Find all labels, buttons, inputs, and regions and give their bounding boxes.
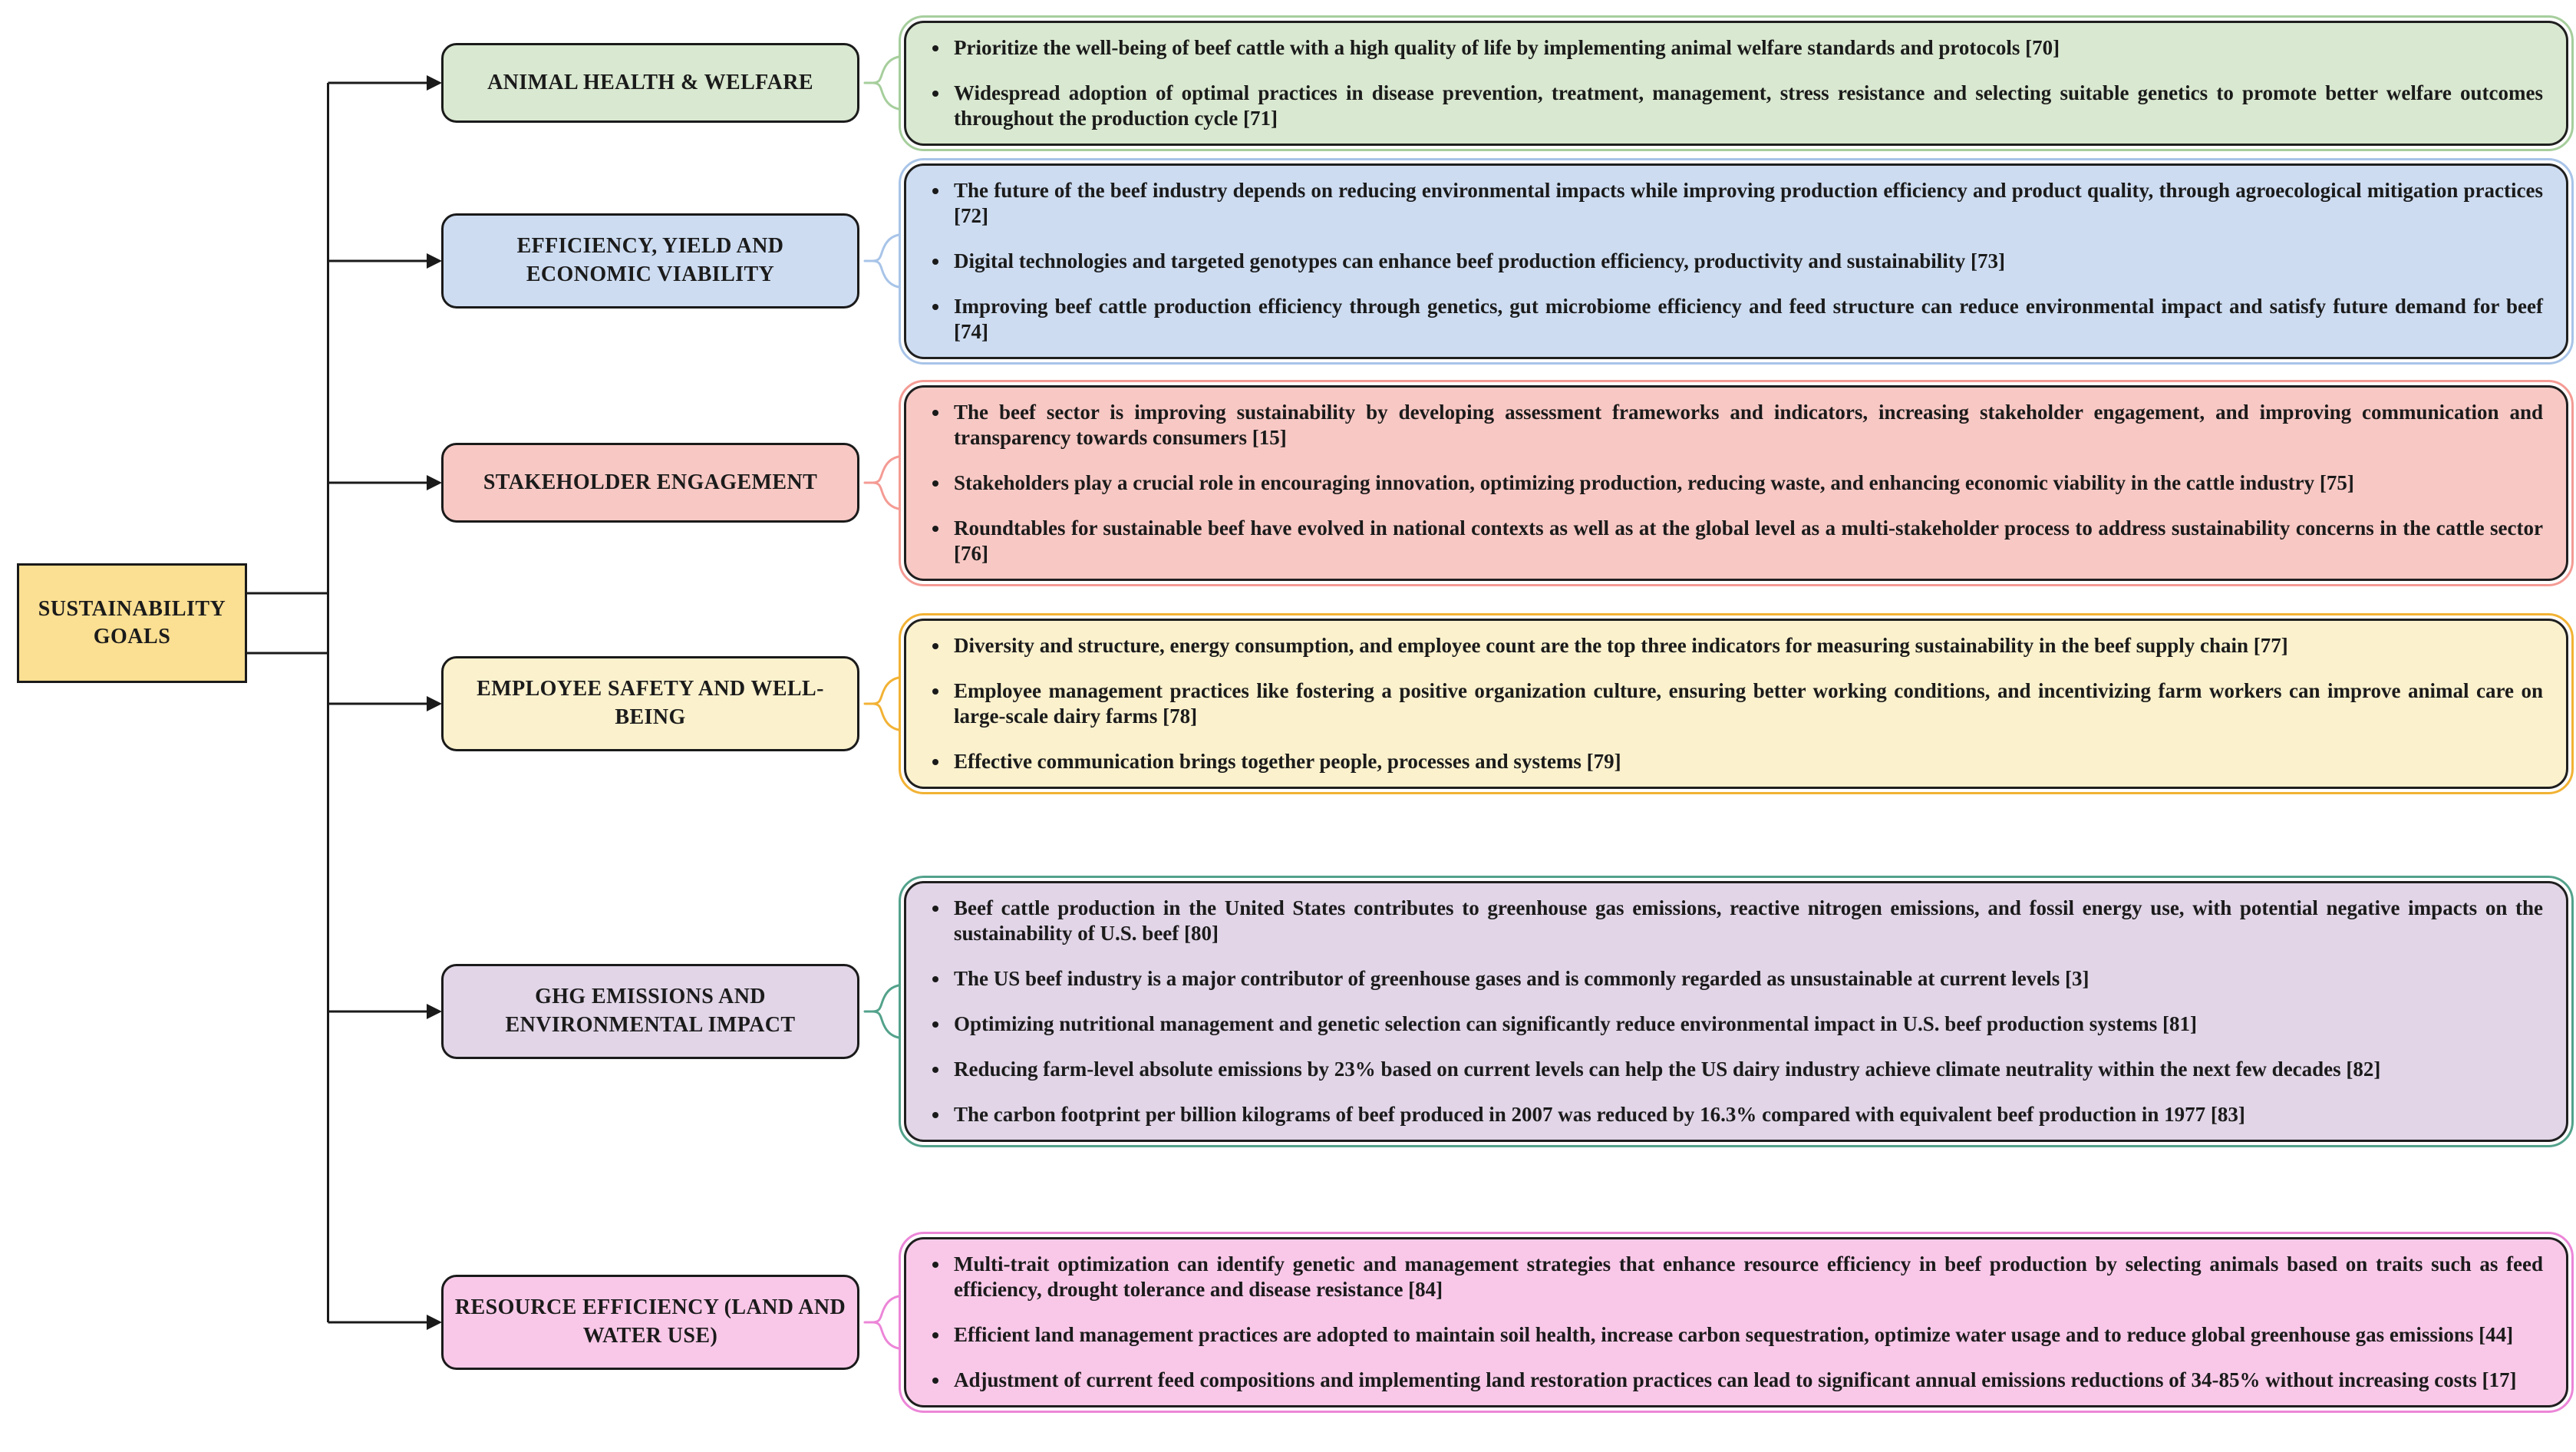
brace-connector-icon xyxy=(863,224,900,298)
bullet-item xyxy=(926,178,2543,229)
bullet-dot-icon xyxy=(932,259,938,265)
bullet-text: Diversity and structure, energy consumption, and employee count are the top three indicators for measuring sustainability in the beef supply chain [77] xyxy=(954,634,2288,657)
bullet-item xyxy=(926,966,2543,992)
bullet-item xyxy=(926,400,2543,450)
bullet-item xyxy=(926,294,2543,345)
category-node-ghg-emissions-environmental-impact: GHG EMISSIONS AND ENVIRONMENTAL IMPACT xyxy=(441,964,859,1059)
bullet-box-stakeholder xyxy=(904,385,2568,581)
brace-connector-icon xyxy=(863,46,900,120)
bullet-dot-icon xyxy=(932,1332,938,1338)
category-node-employee-safety-well-being: EMPLOYEE SAFETY AND WELL-BEING xyxy=(441,656,859,751)
bullet-text: The US beef industry is a major contributor of greenhouse gases and is commonly regarded as unsustainable at current levels [3] xyxy=(954,967,2089,990)
branch-row-efficiency xyxy=(441,170,2568,351)
bullet-list xyxy=(926,178,2543,345)
bullet-dot-icon xyxy=(932,304,938,310)
bullet-box-ghg xyxy=(904,881,2568,1142)
bullet-text: Efficient land management practices are adopted to maintain soil health, increase carbon sequestration, optimize water usage and to reduce global greenhouse gas emissions [44] xyxy=(954,1323,2514,1346)
bullet-dot-icon xyxy=(932,1112,938,1118)
bullet-box-employee xyxy=(904,619,2568,789)
bullet-list xyxy=(926,896,2543,1127)
bullet-text: Improving beef cattle production efficiency through genetics, gut microbiome efficiency and feed structure can reduce environmental impact and satisfy future demand for beef [74] xyxy=(954,294,2543,343)
category-node-efficiency-yield-economic-viability: EFFICIENCY, YIELD AND ECONOMIC VIABILITY xyxy=(441,213,859,309)
root-node-sustainability-goals: SUSTAINABILITY GOALS xyxy=(17,563,247,683)
branch-row-employee xyxy=(441,612,2568,795)
bullet-text: Beef cattle production in the United States contributes to greenhouse gas emissions, reactive nitrogen emissions, and fossil energy use, with potential negative impacts on the sustainability of U.S. beef [80] xyxy=(954,896,2543,945)
brace-connector-icon xyxy=(863,667,900,741)
bullet-dot-icon xyxy=(932,526,938,532)
bullet-dot-icon xyxy=(932,1262,938,1268)
bullet-text: Roundtables for sustainable beef have evolved in national contexts as well as at the global level as a multi-stakeholder process to address sustainability concerns in the cattle sector [76] xyxy=(954,516,2543,565)
bullet-item xyxy=(926,678,2543,729)
bullet-dot-icon xyxy=(932,1378,938,1384)
bullet-box-efficiency xyxy=(904,163,2568,359)
bullet-dot-icon xyxy=(932,1067,938,1073)
bullet-text: Optimizing nutritional management and genetic selection can significantly reduce environmental impact in U.S. beef production systems [81] xyxy=(954,1012,2197,1035)
bullet-dot-icon xyxy=(932,91,938,97)
bullet-text: Reducing farm-level absolute emissions by 23% based on current levels can help the US dairy industry achieve climate neutrality within the next few decades [82] xyxy=(954,1058,2381,1081)
bullet-text: Stakeholders play a crucial role in encouraging innovation, optimizing production, reducing waste, and enhancing economic viability in the cattle industry [75] xyxy=(954,470,2354,494)
bullet-text: Multi-trait optimization can identify genetic and management strategies that enhance resource efficiency in beef production by selecting animals based on traits such as feed efficiency, drought tolerance and disease resistance [84] xyxy=(954,1252,2543,1301)
branch-row-stakeholder xyxy=(441,375,2568,591)
bullet-list xyxy=(926,400,2543,566)
bullet-item xyxy=(926,470,2543,496)
category-node-resource-efficiency: RESOURCE EFFICIENCY (LAND AND WATER USE) xyxy=(441,1275,859,1370)
bullet-box-resource xyxy=(904,1237,2568,1407)
bullet-text: The future of the beef industry depends on reducing environmental impacts while improving production efficiency and product quality, through agroecological mitigation practices [72] xyxy=(954,178,2543,227)
bullet-text: The carbon footprint per billion kilograms of beef produced in 2007 was reduced by 16.3% compared with equivalent beef production in 1977 [83] xyxy=(954,1103,2245,1126)
bullet-item xyxy=(926,749,2543,774)
category-node-stakeholder-engagement: STAKEHOLDER ENGAGEMENT xyxy=(441,443,859,523)
bullet-item xyxy=(926,249,2543,274)
bullet-text: Employee management practices like fostering a positive organization culture, ensuring better working conditions, and incentivizing farm workers can improve animal care on large-scale dairy farms [78] xyxy=(954,679,2543,728)
bullet-dot-icon xyxy=(932,906,938,912)
branch-row-animal-health xyxy=(441,17,2568,149)
bullet-dot-icon xyxy=(932,976,938,982)
bullet-item xyxy=(926,1368,2543,1393)
bullet-text: Prioritize the well-being of beef cattle with a high quality of life by implementing animal welfare standards and protocols [70] xyxy=(954,35,2060,59)
bullet-item xyxy=(926,1011,2543,1037)
brace-connector-icon xyxy=(863,1285,900,1359)
bullet-list xyxy=(926,1252,2543,1393)
bullet-text: The beef sector is improving sustainability by developing assessment frameworks and indicators, increasing stakeholder engagement, and improving communication and transparency towards consumers [15] xyxy=(954,400,2543,449)
bullet-list xyxy=(926,35,2543,131)
bullet-text: Adjustment of current feed compositions and implementing land restoration practices can lead to significant annual emissions reductions of 34-85% without increasing costs [17] xyxy=(954,1368,2517,1391)
bullet-item xyxy=(926,896,2543,946)
bullet-dot-icon xyxy=(932,410,938,416)
bullet-text: Digital technologies and targeted genotypes can enhance beef production efficiency, productivity and sustainability [73] xyxy=(954,249,2005,272)
arrowhead-icon xyxy=(427,75,442,1330)
bullet-dot-icon xyxy=(932,1021,938,1028)
bullet-dot-icon xyxy=(932,45,938,51)
bullet-dot-icon xyxy=(932,759,938,765)
bullet-item xyxy=(926,516,2543,566)
bullet-item xyxy=(926,35,2543,61)
bullet-dot-icon xyxy=(932,480,938,487)
bullet-dot-icon xyxy=(932,643,938,649)
bullet-item xyxy=(926,81,2543,131)
branch-row-ghg xyxy=(441,837,2568,1186)
branch-row-resource xyxy=(441,1214,2568,1431)
bullet-text: Widespread adoption of optimal practices in disease prevention, treatment, management, stress resistance and selecting suitable genetics to promote better welfare outcomes throughout the production cycle [71] xyxy=(954,81,2543,130)
bullet-item xyxy=(926,1102,2543,1127)
bullet-text: Effective communication brings together people, processes and systems [79] xyxy=(954,750,1621,773)
bullet-box-animal-health xyxy=(904,21,2568,146)
bullet-dot-icon xyxy=(932,188,938,194)
bullet-item xyxy=(926,1057,2543,1082)
bullet-item xyxy=(926,633,2543,658)
bullet-item xyxy=(926,1252,2543,1302)
brace-connector-icon xyxy=(863,446,900,520)
bullet-list xyxy=(926,633,2543,774)
category-node-animal-health-welfare: ANIMAL HEALTH & WELFARE xyxy=(441,43,859,123)
bullet-item xyxy=(926,1322,2543,1348)
brace-connector-icon xyxy=(863,975,900,1048)
bullet-dot-icon xyxy=(932,688,938,695)
